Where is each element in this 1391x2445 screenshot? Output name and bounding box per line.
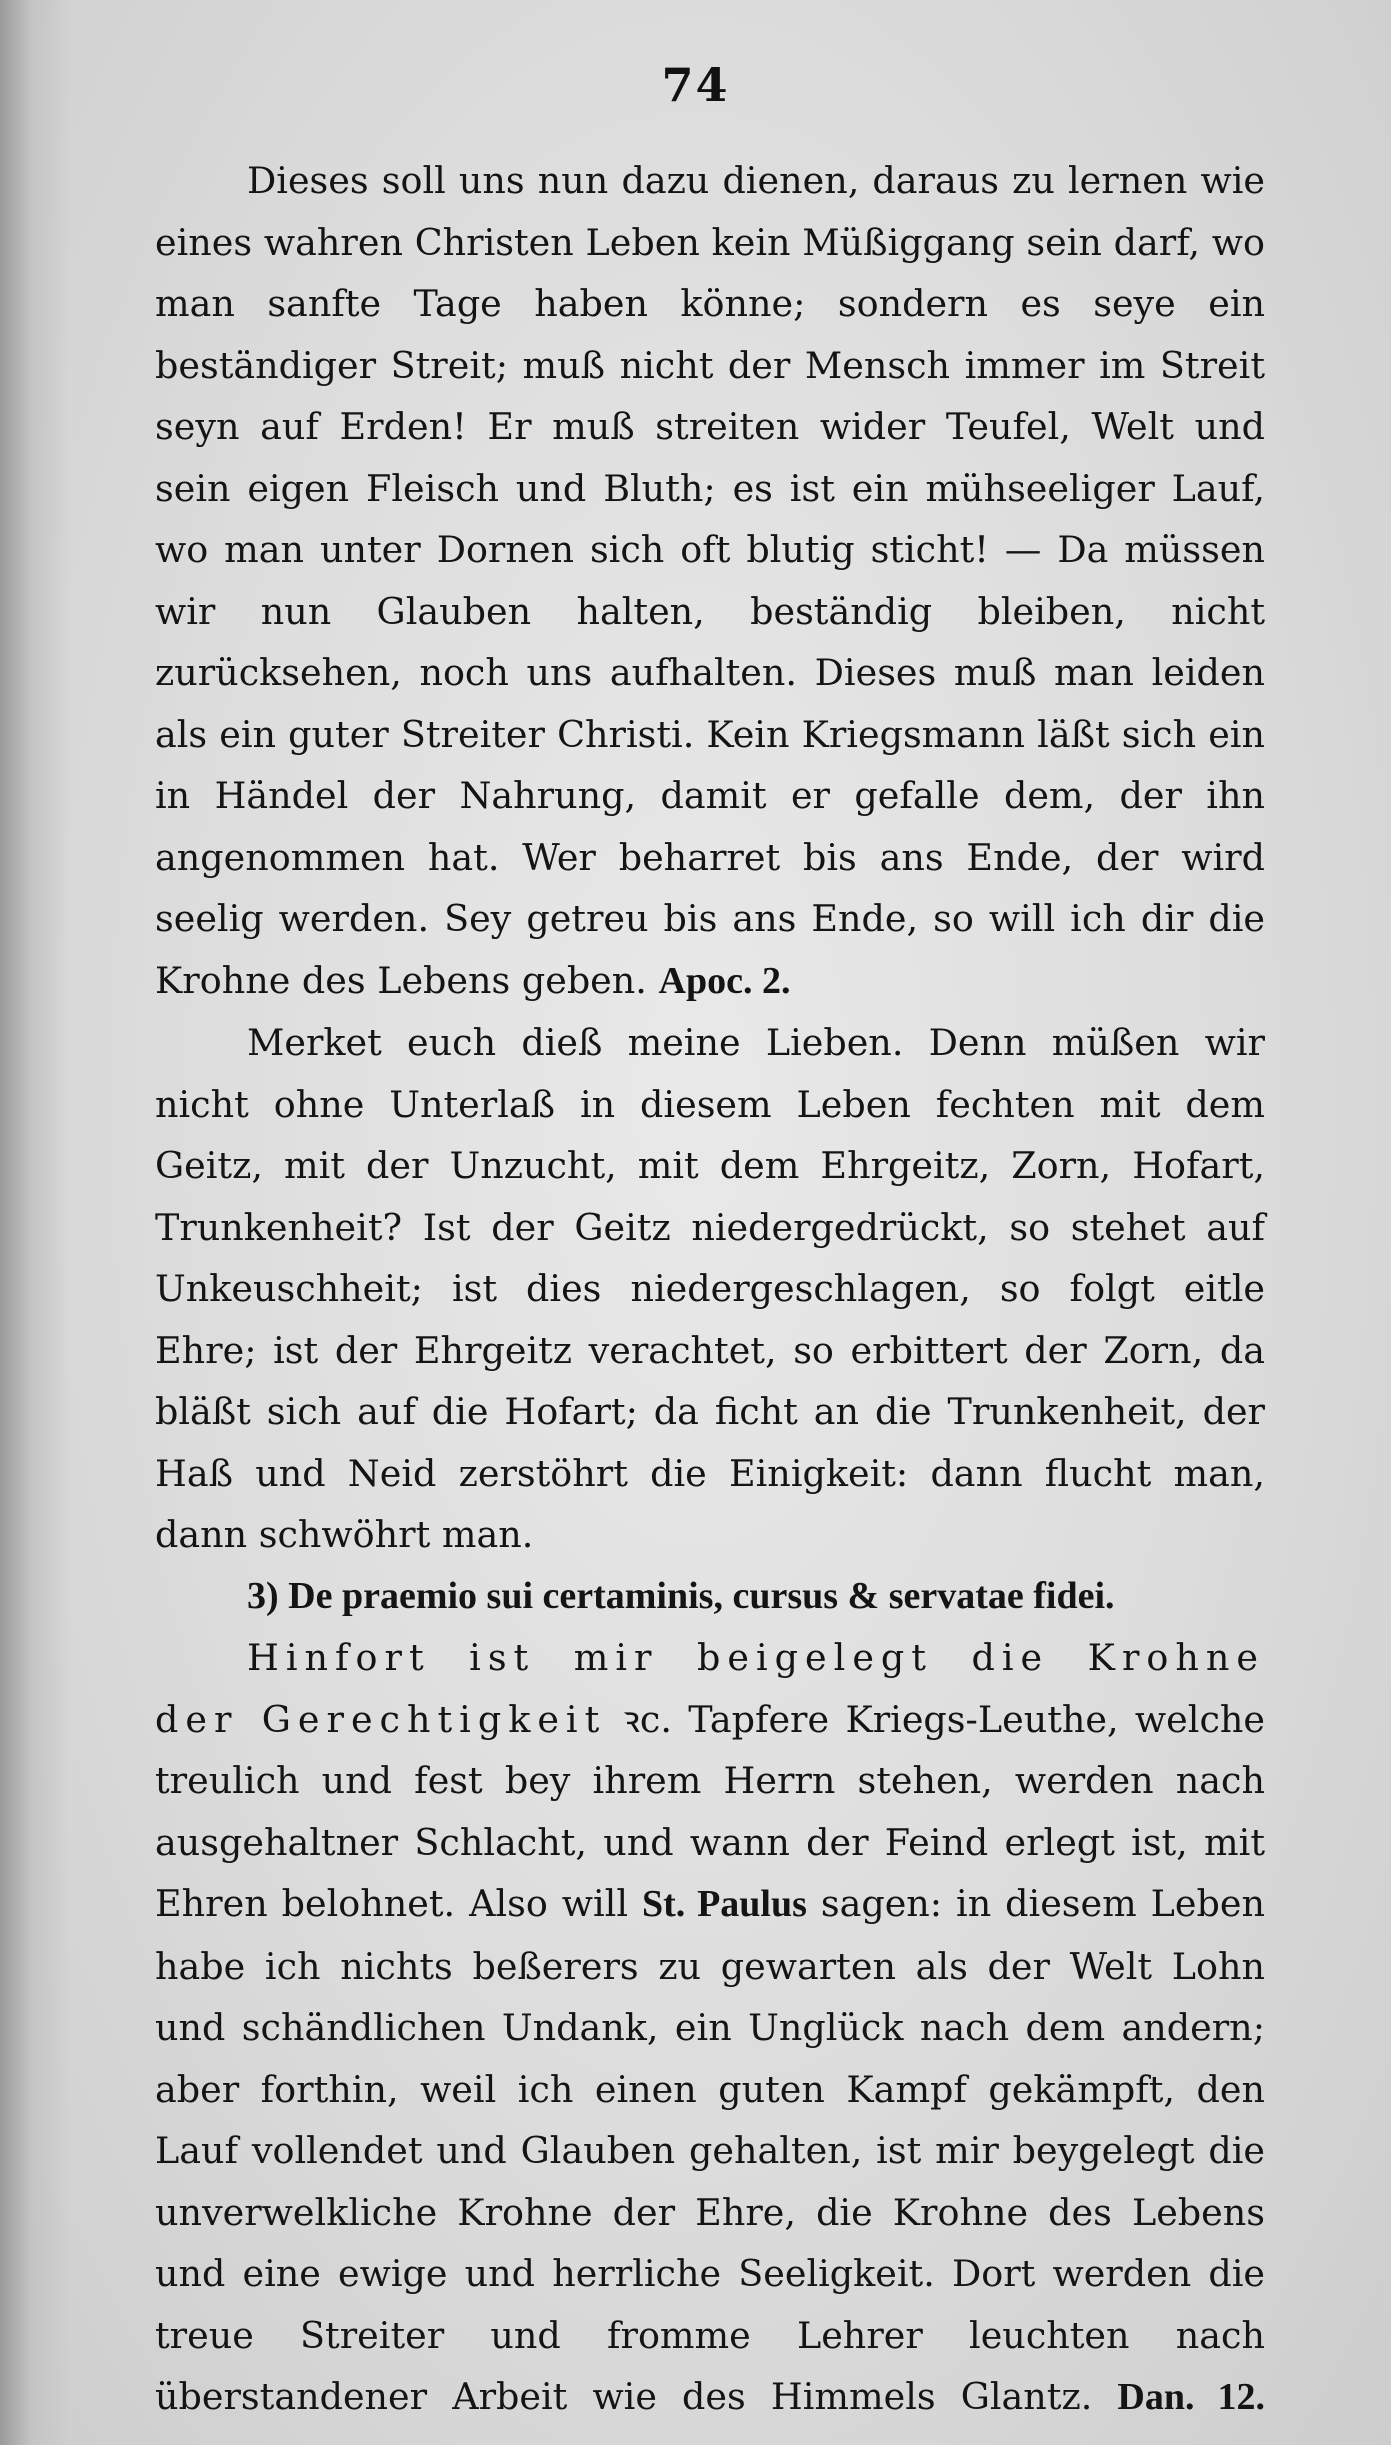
bible-reference-dan: Dan. 12.: [1117, 2376, 1266, 2418]
paragraph-4-text-a: ꝛc. Tapfere Kriegs-Leuthe, welche treulich und fest bey ihrem Herrn stehen, werden nach ausgehaltner Schlacht, und wann der Feind erlegt ist, mit Ehren belohnet. Also will: [155, 1697, 1265, 1925]
section-heading: [155, 1566, 1265, 1628]
paragraph-1: [155, 150, 1265, 1012]
paragraph-2-text: Merket euch dieß meine Lieben. Denn müßen wir nicht ohne Unterlaß in diesem Leben fechten mit dem Geitz, mit der Unzucht, mit dem Ehrgeitz, Zorn, Hofart, Trunkenheit? Ist der Geitz niedergedrückt, so stehet auf Unkeuschheit; ist dies niedergeschlagen, so folgt eitle Ehre; ist der Ehrgeitz verachtet, so erbittert der Zorn, da bläßt sich auf die Hofart; da ficht an die Trunkenheit, der Haß und Neid zerstöhrt die Einigkeit: dann flucht man, dann schwöhrt man.: [155, 1021, 1265, 1556]
paragraph-1-text: Dieses soll uns nun dazu dienen, daraus zu lernen wie eines wahren Christen Leben kein Müßiggang sein darf, wo man sanfte Tage haben könne; sondern es seye ein beständiger Streit; muß nicht der Mensch immer im Streit seyn auf Erden! Er muß streiten wider Teufel, Welt und sein eigen Fleisch und Bluth; es ist ein mühseeliger Lauf, wo man unter Dornen sich oft blutig sticht! — Da müssen wir nun Glauben halten, beständig bleiben, nicht zurücksehen, noch uns aufhalten. Dieses muß man leiden als ein guter Streiter Christi. Kein Kriegsmann läßt sich ein in Händel der Nahrung, damit er gefalle dem, der ihn angenommen hat. Wer beharret bis ans Ende, der wird seelig werden. Sey getreu bis ans Ende, so will ich dir die Krohne des Lebens geben.: [155, 159, 1265, 1002]
page-body: [155, 150, 1265, 2429]
bible-reference-apoc: Apoc. 2.: [658, 959, 791, 1002]
paragraph-4-text-b: sagen: in diesem Leben habe ich nichts beßerers zu gewarten als der Welt Lohn und schändlichen Undank, ein Unglück nach dem andern; aber forthin, weil ich einen guten Kampf gekämpft, den Lauf vollendet und Glauben gehalten, ist mir beygelegt die unverwelkliche Krohne der Ehre, die Krohne des Lebens und eine ewige und herrliche Seeligkeit. Dort werden die treue Streiter und fromme Lehrer leuchten nach überstandener Arbeit wie des Himmels Glantz.: [155, 1882, 1265, 2418]
section-heading-text: 3) De praemio sui certaminis, cursus & servatae fidei.: [247, 1574, 1115, 1617]
page-gutter-shadow: [0, 0, 70, 2445]
name-st-paulus: St. Paulus: [641, 1883, 807, 1925]
paragraph-2: [155, 1012, 1265, 1566]
page-number: 74: [661, 58, 730, 112]
spaced-lead-text: Hinfort ist mir beigelegt die Krohne der Gerechtigkeit: [155, 1636, 1265, 1741]
paragraph-4: [155, 1627, 1265, 2429]
